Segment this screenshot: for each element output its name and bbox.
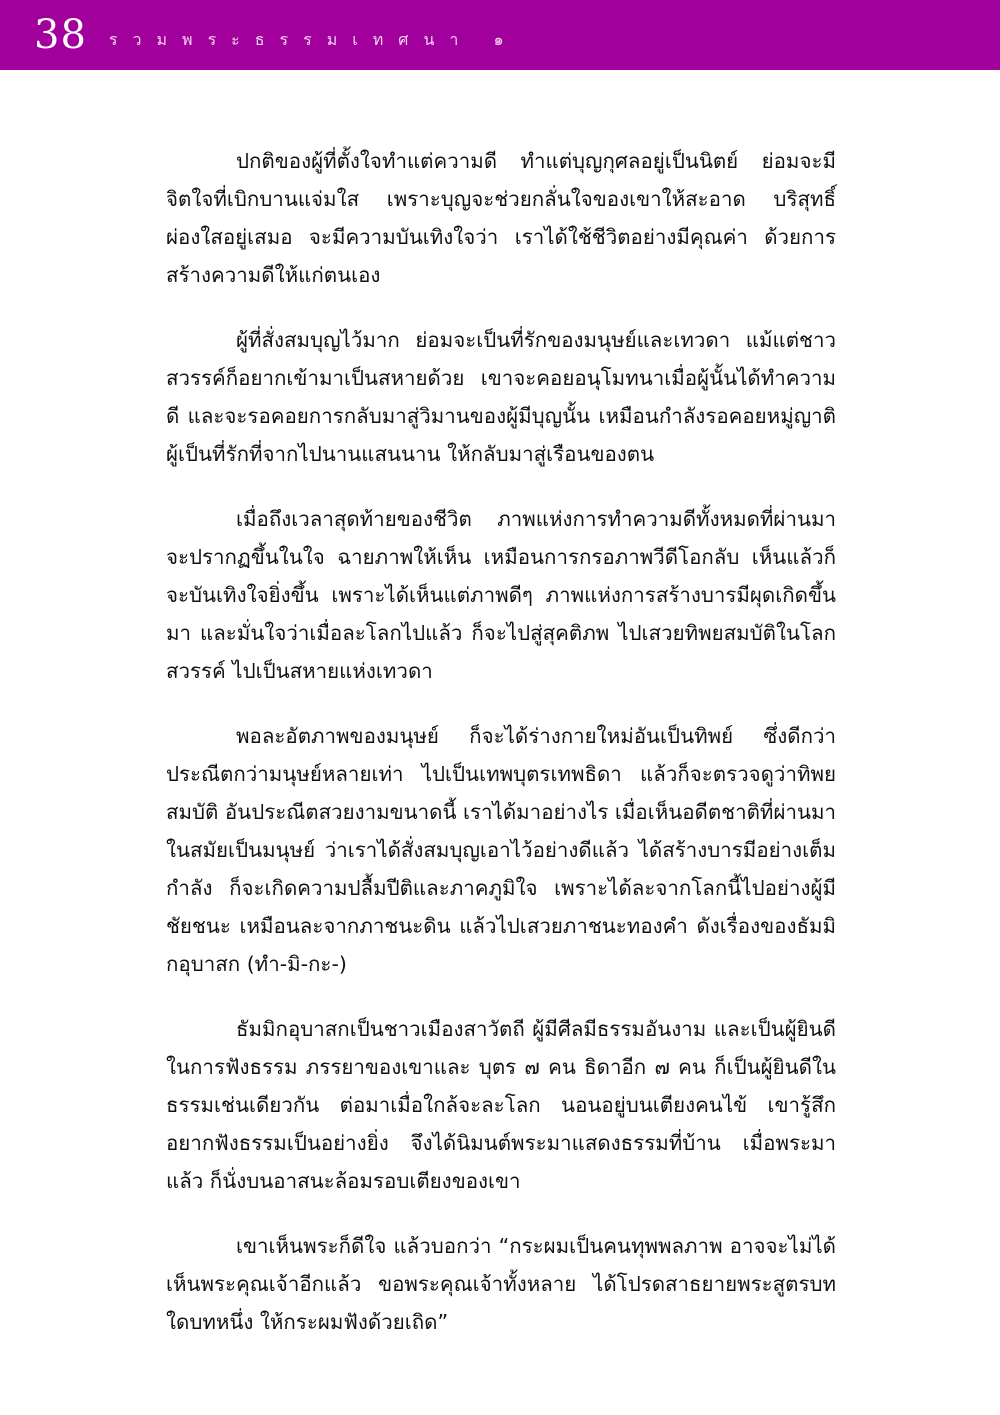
page-header (0, 0, 1000, 70)
paragraph: เขาเห็นพระก็ดีใจ แล้วบอกว่า “กระผมเป็นคนทุพพลภาพ อาจจะไม่ได้เห็นพระคุณเจ้าอีกแล้ว ขอพระคุณเจ้าทั้งหลาย ได้โปรดสาธยายพระสูตรบทใดบทหนึ่ง ให้กระผมฟังด้วยเถิด” (166, 1234, 836, 1334)
paragraph: เมื่อถึงเวลาสุดท้ายของชีวิต ภาพแห่งการทำความดีทั้งหมดที่ผ่านมาจะปรากฏขึ้นในใจ ฉายภาพให้เห็น เหมือนการกรอภาพวีดีโอกลับ เห็นแล้วก็จะบันเทิงใจยิ่งขึ้น เพราะได้เห็นแต่ภาพดีๆ ภาพแห่งการสร้างบารมีผุดเกิดขึ้นมา และมั่นใจว่าเมื่อละโลกไปแล้ว ก็จะไปสู่สุคติภพ ไปเสวยทิพยสมบัติในโลกสวรรค์ ไปเป็นสหายแห่งเทวดา (166, 507, 836, 683)
paragraph: พอละอัตภาพของมนุษย์ ก็จะได้ร่างกายใหม่อันเป็นทิพย์ ซึ่งดีกว่าประณีตกว่ามนุษย์หลายเท่า ไปเป็นเทพบุตรเทพธิดา แล้วก็จะตรวจดูว่าทิพยสมบัติ อันประณีตสวยงามขนาดนี้ เราได้มาอย่างไร เมื่อเห็นอดีตชาติที่ผ่านมาในสมัยเป็นมนุษย์ ว่าเราได้สั่งสมบุญเอาไว้อย่างดีแล้ว ได้สร้างบารมีอย่างเต็มกำลัง ก็จะเกิดความปลื้มปีติและภาคภูมิใจ เพราะได้ละจากโลกนี้ไปอย่างผู้มีชัยชนะ เหมือนละจากภาชนะดิน แล้วไปเสวยภาชนะทองคำ ดังเรื่องของธัมมิกอุบาสก (ทำ-มิ-กะ-) (166, 724, 836, 976)
page-number: 38 (34, 12, 87, 58)
paragraph: ผู้ที่สั่งสมบุญไว้มาก ย่อมจะเป็นที่รักของมนุษย์และเทวดา แม้แต่ชาวสวรรค์ก็อยากเข้ามาเป็นสหายด้วย เขาจะคอยอนุโมทนาเมื่อผู้นั้นได้ทำความดี และจะรอคอยการกลับมาสู่วิมานของผู้มีบุญนั้น เหมือนกำลังรอคอยหมู่ญาติผู้เป็นที่รักที่จากไปนานแสนนาน ให้กลับมาสู่เรือนของตน (166, 328, 836, 466)
paragraph: ปกติของผู้ที่ตั้งใจทำแต่ความดี ทำแต่บุญกุศลอยู่เป็นนิตย์ ย่อมจะมีจิตใจที่เบิกบานแจ่มใส เพราะบุญจะช่วยกลั่นใจของเขาให้สะอาด บริสุทธิ์ ผ่องใสอยู่เสมอ จะมีความบันเทิงใจว่า เราได้ใช้ชีวิตอย่างมีคุณค่า ด้วยการสร้างความดีให้แก่ตนเอง (166, 149, 836, 287)
paragraph: ธัมมิกอุบาสกเป็นชาวเมืองสาวัตถี ผู้มีศีลมีธรรมอันงาม และเป็นผู้ยินดีในการฟังธรรม ภรรยาของเขาและ บุตร ๗ คน ธิดาอีก ๗ คน ก็เป็นผู้ยินดีในธรรมเช่นเดียวกัน ต่อมาเมื่อใกล้จะละโลก นอนอยู่บนเตียงคนไข้ เขารู้สึกอยากฟังธรรมเป็นอย่างยิ่ง จึงได้นิมนต์พระมาแสดงธรรมที่บ้าน เมื่อพระมาแล้ว ก็นั่งบนอาสนะล้อมรอบเตียงของเขา (166, 1017, 836, 1193)
book-title: รวมพระธรรมเทศนา ๑ (108, 30, 519, 49)
page-body (166, 142, 836, 1368)
